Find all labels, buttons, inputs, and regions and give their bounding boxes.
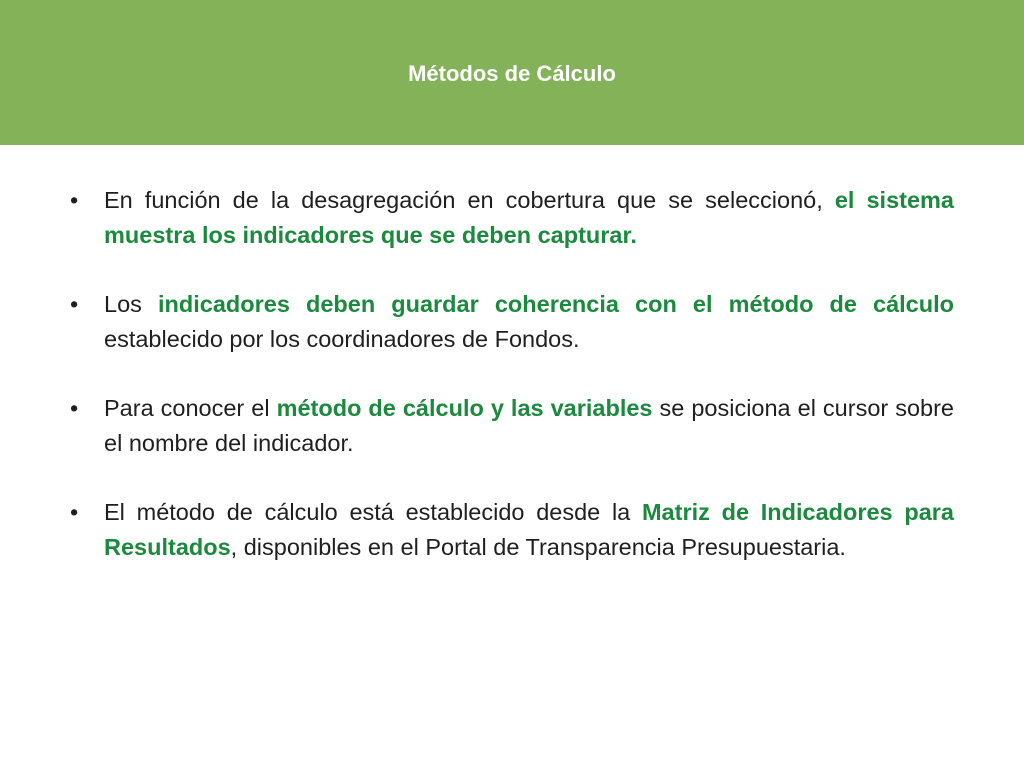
bullet-highlight-segment: método de cálculo y las variables [276, 395, 653, 421]
bullet-text-segment: , disponibles en el Portal de Transparencia Presupuestaria. [230, 534, 846, 560]
bullet-item [70, 495, 954, 565]
bullet-item [70, 183, 954, 253]
bullet-dot-icon: • [70, 395, 79, 421]
bullet-highlight-segment: indicadores deben guardar coherencia con el método de cálculo [157, 291, 954, 317]
bullet-text-segment: Los [104, 291, 158, 317]
bullet-highlight-segment: el sistema muestra los indicadores que se deben capturar. [104, 187, 955, 248]
bullet-item [70, 287, 954, 357]
bullet-dot-icon: • [70, 499, 79, 525]
bullet-text-segment: establecido por los coordinadores de Fondos. [104, 326, 580, 352]
bullet-highlight-segment: Matriz de Indicadores para Resultados [104, 499, 954, 560]
title-bar [0, 0, 1024, 145]
slide-title: Métodos de Cálculo [408, 61, 616, 86]
bullet-dot-icon: • [70, 187, 79, 213]
bullet-text-segment: En función de la desagregación en cobertura que se seleccionó, [104, 187, 835, 213]
bullet-text-segment: Para conocer el [104, 395, 277, 421]
bullet-list [70, 183, 954, 599]
bullet-text-segment: El método de cálculo está establecido desde la [104, 499, 642, 525]
bullet-dot-icon: • [70, 291, 79, 317]
bullet-item [70, 391, 954, 461]
bullet-text-segment: se posiciona el cursor sobre el nombre del indicador. [104, 395, 955, 456]
